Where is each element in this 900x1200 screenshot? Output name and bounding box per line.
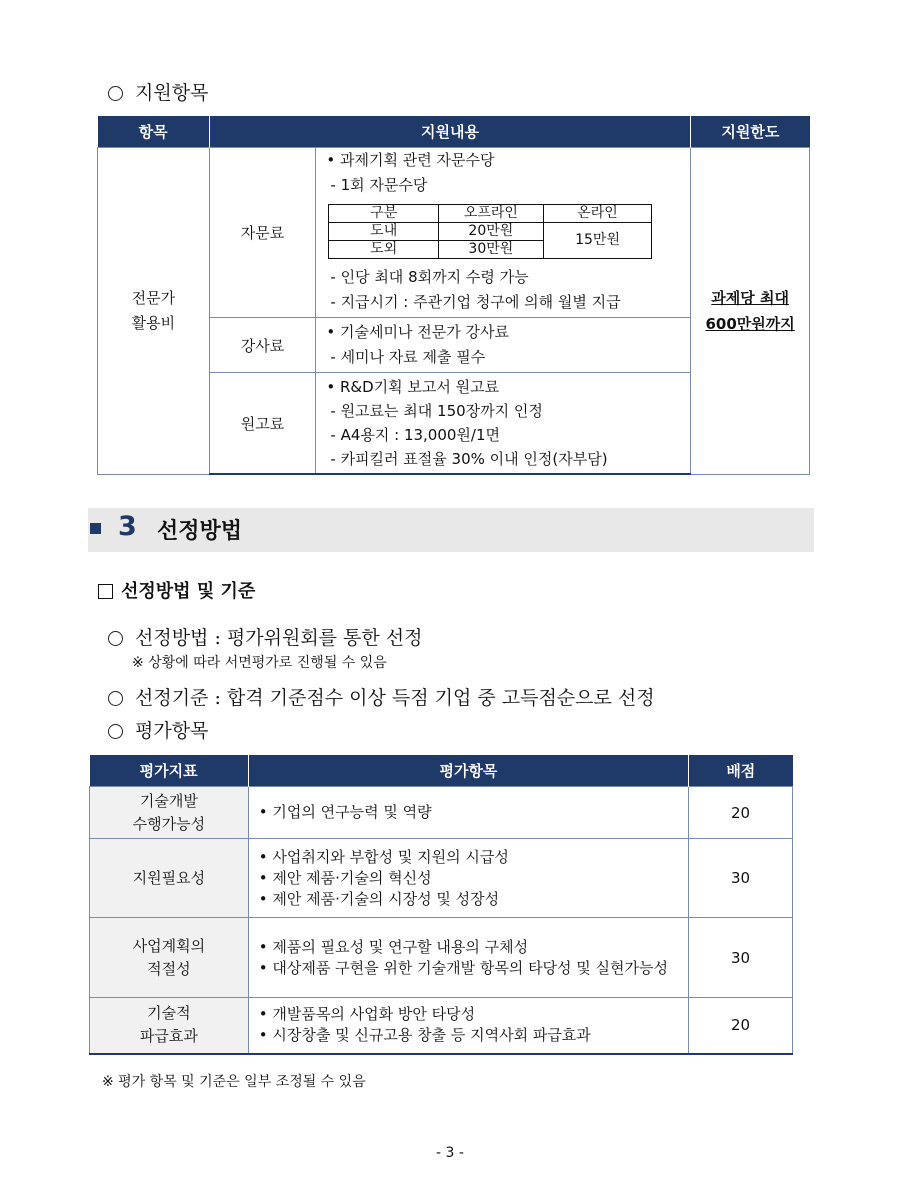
circle-bullet-icon [108,86,123,101]
score-cell: 20 [689,787,793,839]
inner-header: 구분 [329,205,439,223]
inner-header: 오프라인 [439,205,544,223]
content-cell [316,318,691,373]
method-note: ※ 상황에 따라 서면평가로 진행될 수 있음 [132,655,387,671]
support-items-heading: 지원항목 [108,78,208,105]
table-row [90,918,793,998]
item-line: • 기업의 연구능력 및 역량 [258,803,432,821]
header-score: 배점 [689,755,793,787]
score-cell: 20 [689,998,793,1054]
content-cell [316,373,691,475]
item-line: • 제품의 필요성 및 연구할 내용의 구체성 [258,937,529,956]
criteria-line: 선정기준 : 합격 기준점수 이상 득점 기업 중 고득점순으로 선정 [108,683,655,710]
row-label: 자문료 [209,148,316,318]
items-cell [248,787,688,839]
square-bullet-icon [90,523,101,534]
index-cell: 기술적 파급효과 [90,998,249,1054]
fee-inner-table [328,204,652,259]
index-cell: 기술개발 수행가능성 [90,787,249,839]
section-title: 선정방법 [157,519,243,544]
items-cell [248,998,688,1054]
table-row [98,148,810,318]
content-line: - 지급시기 : 주관기업 청구에 의해 월별 지급 [330,293,621,311]
method-line: 선정방법 : 평가위원회를 통한 선정 [108,623,423,650]
content-line: • 과제기획 관련 자문수당 [326,151,495,169]
content-line: - 인당 최대 8회까지 수령 가능 [330,268,529,286]
inner-cell: 30만원 [439,241,544,259]
checkbox-icon [98,584,113,599]
header-items: 평가항목 [248,755,688,787]
score-cell: 30 [689,839,793,918]
circle-bullet-icon [108,724,123,739]
circle-bullet-icon [108,691,123,706]
inner-header: 온라인 [543,205,652,223]
table-header-row [98,116,810,148]
row-label: 강사료 [209,318,316,373]
subsection-title: 선정방법 및 기준 [98,577,255,603]
item-line: • 제안 제품·기술의 혁신성 [258,868,432,887]
index-cell: 사업계획의 적절성 [90,918,249,998]
items-cell [248,839,688,918]
table-row [90,839,793,918]
inner-cell: 도외 [329,241,439,259]
item-line: • 시장창출 및 신규고용 창출 등 지역사회 파급효과 [258,1026,591,1045]
header-limit: 지원한도 [691,116,810,148]
page-number: - 3 - [436,1145,464,1161]
item-line: • 대상제품 구현을 위한 기술개발 항목의 타당성 및 실현가능성 [258,958,669,977]
table-header-row [90,755,793,787]
evaluation-table [89,755,793,1055]
table-row [90,787,793,839]
category-cell: 전문가 활용비 [98,148,210,475]
score-cell: 30 [689,918,793,998]
circle-bullet-icon [108,631,123,646]
support-items-table [97,116,810,475]
header-index: 평가지표 [90,755,249,787]
footnote: ※ 평가 항목 및 기준은 일부 조정될 수 있음 [102,1074,366,1090]
item-line: • 개발품목의 사업화 방안 타당성 [258,1005,476,1024]
index-cell: 지원필요성 [90,839,249,918]
inner-cell: 20만원 [439,223,544,241]
content-line: - A4용지 : 13,000원/1면 [330,426,501,444]
inner-cell: 도내 [329,223,439,241]
eval-items-heading: 평가항목 [108,716,208,743]
item-line: • 제안 제품·기술의 시장성 및 성장성 [258,889,500,908]
header-content: 지원내용 [209,116,691,148]
row-label: 원고료 [209,373,316,475]
items-cell [248,918,688,998]
item-line: • 사업취지와 부합성 및 지원의 시급성 [258,847,509,866]
content-cell [316,148,691,318]
content-line: - 카피킬러 표절율 30% 이내 인정(자부담) [330,450,608,468]
inner-cell: 15만원 [543,223,652,259]
limit-cell: 과제당 최대 600만원까지 [691,148,810,475]
content-line: - 원고료는 최대 150장까지 인정 [330,402,543,420]
section-number: 3 [118,511,137,542]
table-row [90,998,793,1054]
content-line: - 1회 자문수당 [330,176,428,194]
header-item: 항목 [98,116,210,148]
content-line: - 세미나 자료 제출 필수 [330,348,486,366]
content-line: • 기술세미나 전문가 강사료 [326,323,509,341]
content-line: • R&D기획 보고서 원고료 [326,378,500,396]
